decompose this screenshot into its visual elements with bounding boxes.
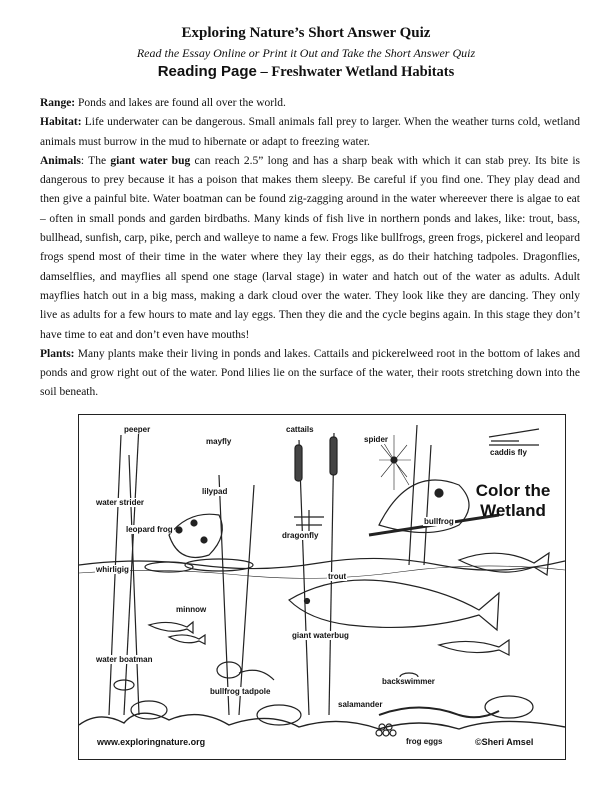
label-lilypad: lilypad [202, 487, 228, 496]
trout-shape [289, 580, 499, 630]
label-trout: trout [328, 572, 347, 581]
bullfrog-eye [435, 489, 443, 497]
range-text: Ponds and lakes are found all over the world. [75, 97, 286, 109]
tadpole-tail [239, 670, 274, 680]
label-salamander: salamander [338, 700, 383, 709]
reading-page-heading [0, 63, 612, 81]
minnow-2 [169, 635, 205, 644]
range-paragraph [40, 94, 580, 113]
label-leopard-frog: leopard frog [126, 525, 173, 534]
salamander-shape [379, 708, 499, 718]
color-title-line2: Wetland [480, 501, 546, 520]
animals-bold-term: giant water bug [110, 154, 191, 167]
animals-text: can reach 2.5” long and has a sharp beak with which it can stab prey. Its bite is dangerous to prey because it has a poison that makes them sleepy. Be careful if you find one. They play dead and then give a painful bite. Water boatman can be found zig-zagging around in the water whereever there is algae to eat – often in small ponds and garden birdbaths. Many kinds of fish live in northern ponds and lakes, like: trout, bass, bullhead, sunfish, carp, pike, perch and walleye to name a few. Frogs like bullfrogs, green frogs, pickerel and leopard frogs spend most of their time in the water where they lay their eggs, as do their hatching tadpoles. Dragonflies, damselflies, and mayflies all spend one stage (larval stage) in water and hatch out of the water as adults. Adult mayflies hatch out in a big mass, making a dark cloud over the water. They look like they are dancing. They only live as adults for a few hours to mate and lay eggs. Then they die and the cycle begins again. In this stage they don’t have time to eat and don’t even have mouths! [40, 154, 580, 341]
caddis-fly-shape [489, 429, 539, 445]
animals-colon: : The [80, 154, 111, 167]
label-frog-eggs: frog eggs [406, 737, 443, 746]
label-cattails: cattails [286, 425, 314, 434]
wetland-drawing [79, 415, 565, 759]
plants-paragraph [40, 345, 580, 403]
plants-label: Plants: [40, 347, 75, 360]
rock-3 [485, 696, 533, 718]
color-the-wetland-title [463, 481, 563, 521]
cattail-head-2 [330, 437, 337, 475]
tadpole-body [217, 662, 241, 678]
water-ripple-line [79, 566, 565, 578]
reed-stem-5 [409, 425, 431, 565]
color-title-line1: Color the [475, 481, 551, 500]
label-caddis-fly: caddis fly [490, 448, 527, 457]
habitat-label: Habitat: [40, 116, 82, 129]
fish-shape-3 [439, 640, 509, 655]
label-whirligig: whirligig [96, 565, 129, 574]
reed-stem-4 [219, 475, 254, 715]
cattail-head-1 [295, 445, 302, 481]
spider-body [391, 457, 397, 463]
website-link[interactable]: www.exploringnature.org [97, 737, 206, 747]
label-spider: spider [364, 435, 389, 444]
label-water-boatman: water boatman [96, 655, 153, 664]
label-giant-waterbug-text: giant waterbug [292, 631, 349, 640]
page-header [0, 24, 612, 81]
water-surface-line [79, 558, 565, 570]
label-giant-waterbug [291, 631, 350, 640]
range-label: Range: [40, 97, 76, 109]
plants-text: Many plants make their living in ponds and lakes. Cattails and pickerelweed root in the bottom of lakes and ponds and grow right out of the water. Pond lilies lie on the surface of the water, their roots stretching down into the soil beneath. [40, 347, 580, 399]
label-bullfrog: bullfrog [424, 517, 454, 526]
trout-eye [305, 599, 310, 604]
pond-bottom-rocks [79, 713, 565, 729]
heading-main: Reading Page [157, 63, 257, 80]
label-bullfrog-tadpole: bullfrog tadpole [210, 687, 271, 696]
water-boatman-body [114, 680, 134, 690]
essay-body [40, 94, 580, 403]
label-minnow: minnow [176, 605, 207, 614]
minnow-1 [149, 622, 193, 633]
habitat-paragraph [40, 113, 580, 152]
rock-2 [257, 705, 301, 725]
label-backswimmer: backswimmer [382, 677, 435, 686]
animals-paragraph [40, 152, 580, 345]
reed-stem-1 [109, 435, 121, 715]
label-peeper: peeper [124, 425, 151, 434]
fish-shape-2 [459, 553, 549, 575]
label-water-strider: water strider [96, 498, 145, 507]
label-mayfly: mayfly [206, 437, 232, 446]
label-dragonfly: dragonfly [282, 531, 319, 540]
copyright-credit: ©Sheri Amsel [475, 737, 534, 747]
quiz-title: Exploring Nature’s Short Answer Quiz [181, 25, 431, 41]
rock-1 [131, 701, 167, 719]
animals-label: Animals [40, 154, 81, 167]
habitat-text: Life underwater can be dangerous. Small animals fall prey to larger. When the weather turns cold, wetland animals must burrow in the mud to hibernate or adapt to freezing water. [40, 116, 580, 148]
heading-rest: – Freshwater Wetland Habitats [256, 64, 455, 80]
wetland-illustration [78, 414, 566, 760]
quiz-subtitle: Read the Essay Online or Print it Out and Take the Short Answer Quiz [136, 46, 476, 60]
